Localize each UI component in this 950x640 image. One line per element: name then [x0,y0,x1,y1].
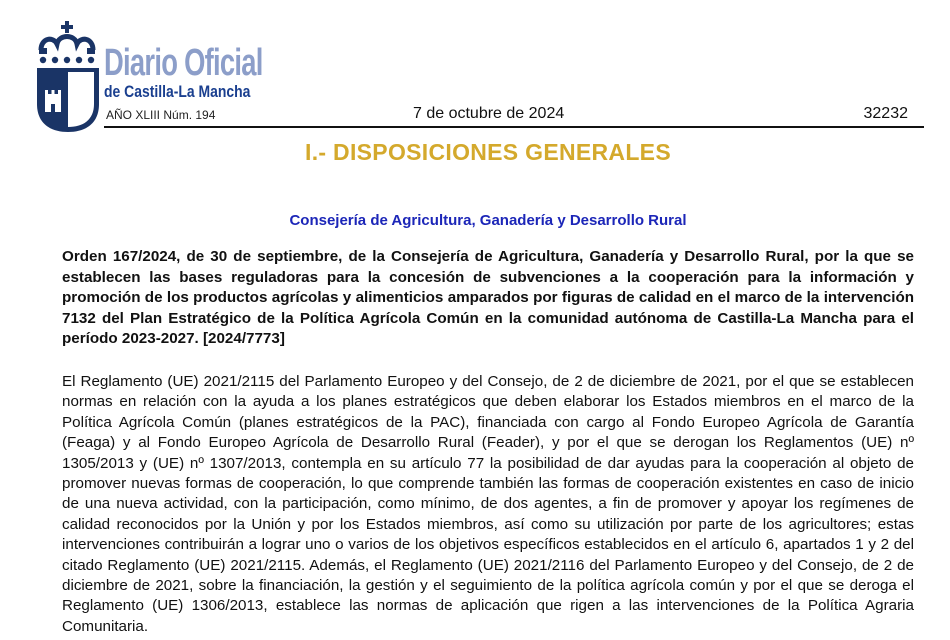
coat-of-arms-logo-icon [35,20,101,134]
header-divider [104,126,924,128]
page-number: 32232 [863,105,908,122]
section-title: I.- DISPOSICIONES GENERALES [305,139,671,165]
masthead-subtitle: de Castilla-La Mancha [104,82,251,101]
department-heading: Consejería de Agricultura, Ganadería y Desarrollo Rural [289,212,687,229]
masthead-title: Diario Oficial [104,42,263,84]
publication-date: 7 de octubre de 2024 [413,105,565,122]
issue-number: AÑO XLIII Núm. 194 [106,108,216,122]
order-title: Orden 167/2024, de 30 de septiembre, de la Consejería de Agricultura, Ganadería y Desarrollo Rural, por la que se establecen las bases reguladoras para la concesión de subvenciones a la cooperación para la información y promoción de los productos agrícolas y alimenticios amparados por figuras de calidad en el marco de la intervención 7132 del Plan Estratégico de la Política Agrícola Común en la comunidad autónoma de Castilla-La Mancha para el período 2023-2027. [2024/7773] [62,248,914,347]
masthead [104,44,324,101]
body-paragraph: El Reglamento (UE) 2021/2115 del Parlamento Europeo y del Consejo, de 2 de diciembre de 2021, por el que se establecen normas en relación con la ayuda a los planes estratégicos que deben elaborar los Estados miembros en el marco de la Política Agrícola Común (planes estratégicos de la PAC), financiada con cargo al Fondo Europeo Agrícola de Garantía (Feaga) y al Fondo Europeo Agrícola de Desarrollo Rural (Feader), y por el que se derogan los Reglamentos (UE) nº 1305/2013 y (UE) nº 1307/2013, contempla en su artículo 77 la posibilidad de dar ayudas para la cooperación al objeto de promover nuevas formas de cooperación, lo que comprende también las formas de cooperación existentes en caso de inicio de una nueva actividad, con la participación, como mínimo, de dos agentes, a fin de promover y apoyar los regímenes de calidad reconocidos por la Unión y por los Estados miembros, así como su utilización por parte de los agricultores; estas intervenciones contribuirán a lograr uno o varios de los objetivos específicos establecidos en el artículo 6, apartados 1 y 2 del citado Reglamento (UE) 2021/2115. Además, el Reglamento (UE) 2021/2116 del Parlamento Europeo y del Consejo, de 2 de diciembre de 2021, sobre la financiación, la gestión y el seguimiento de la política agrícola común y por el que se deroga el Reglamento (UE) 1306/2013, establece las normas de aplicación que rigen a las intervenciones de la Política Agraria Comunitaria. [62,373,914,635]
